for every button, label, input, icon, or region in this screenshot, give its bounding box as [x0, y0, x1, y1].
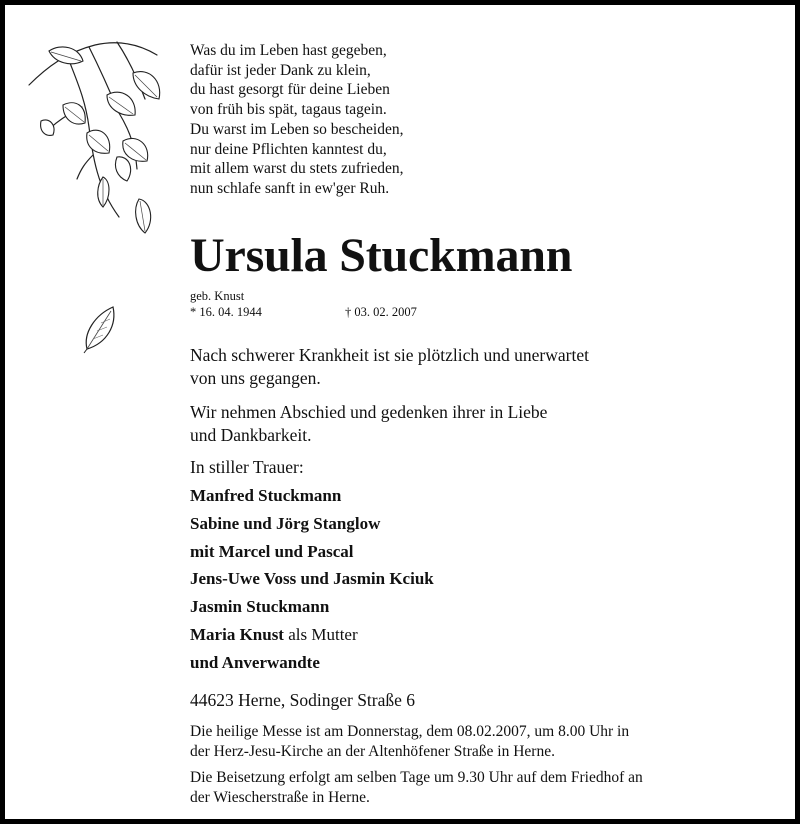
message-line: von uns gegangen.: [190, 368, 321, 388]
farewell-paragraph: [190, 401, 547, 447]
mourner-relation: als Mutter: [288, 624, 358, 644]
farewell-line: und Dankbarkeit.: [190, 425, 312, 445]
burial-info: [190, 768, 643, 807]
birch-branch-icon: [27, 37, 177, 247]
mourner-name: Jasmin Stuckmann: [190, 597, 330, 617]
poem-line: mit allem warst du stets zufrieden,: [190, 160, 404, 178]
poem-line: von früh bis spät, tagaus tagein.: [190, 101, 387, 119]
farewell-line: Wir nehmen Abschied und gedenken ihrer in Liebe: [190, 402, 548, 422]
poem-line: Du warst im Leben so bescheiden,: [190, 120, 404, 138]
death-date: † 03. 02. 2007: [345, 305, 417, 319]
family-address: 44623 Herne, Sodinger Straße 6: [190, 690, 416, 710]
poem-line: Was du im Leben hast gegeben,: [190, 42, 387, 59]
mourning-intro: In stiller Trauer:: [190, 457, 304, 477]
mourner-entry: [190, 621, 434, 649]
poem-line: du hast gesorgt für deine Lieben: [190, 81, 390, 99]
deceased-name: Ursula Stuckmann: [190, 229, 573, 282]
mass-info: [190, 722, 629, 761]
poem-line: nur deine Pflichten kanntest du,: [190, 140, 387, 158]
poem-line: nun schlafe sanft in ew'ger Ruh.: [190, 179, 390, 197]
burial-line: der Wiescherstraße in Herne.: [190, 788, 370, 806]
mass-line: der Herz-Jesu-Kirche an der Altenhöfener Straße in Herne.: [190, 742, 555, 760]
burial-line: Die Beisetzung erfolgt am selben Tage um 9.30 Uhr auf dem Friedhof an: [190, 769, 643, 786]
mass-line: Die heilige Messe ist am Donnerstag, dem 08.02.2007, um 8.00 Uhr in: [190, 723, 630, 740]
birth-date: * 16. 04. 1944: [190, 305, 262, 319]
mourner-name: Manfred Stuckmann: [190, 486, 342, 505]
memorial-poem: [190, 41, 404, 199]
message-line: Nach schwerer Krankheit ist sie plötzlich und unerwartet: [190, 345, 589, 365]
poem-line: dafür ist jeder Dank zu klein,: [190, 61, 371, 79]
mourner-name: und Anverwandte: [190, 652, 320, 672]
mourner-name: Jens-Uwe Voss und Jasmin Kciuk: [190, 569, 434, 589]
mourners-list: [190, 482, 434, 677]
leaf-icon: [81, 303, 121, 355]
mourner-name: Maria Knust: [190, 624, 284, 644]
mourner-name: mit Marcel und Pascal: [190, 541, 354, 561]
mourner-name: Sabine und Jörg Stanglow: [190, 513, 381, 533]
message-paragraph: [190, 344, 589, 390]
maiden-name: geb. Knust: [190, 289, 245, 303]
